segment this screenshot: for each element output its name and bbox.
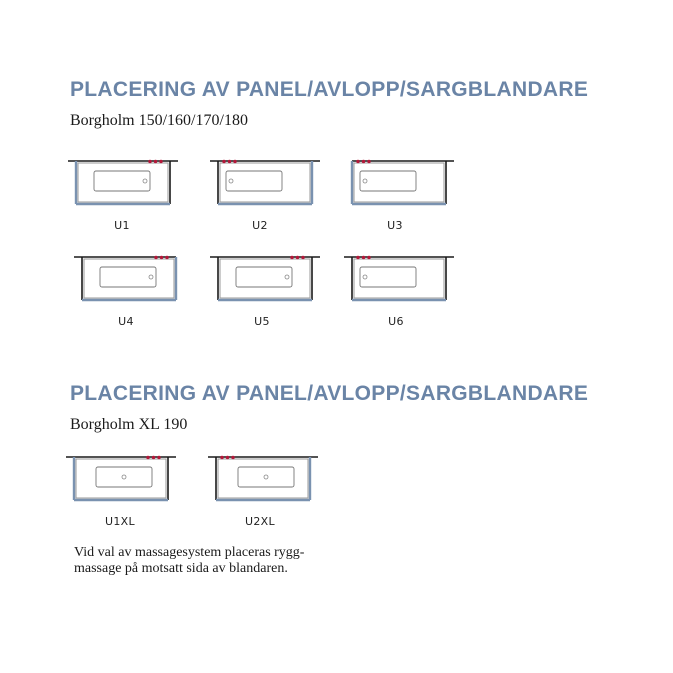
tub-drawing <box>208 454 318 504</box>
mixer-dot <box>362 256 365 259</box>
tub-basin <box>360 267 416 287</box>
mixer-dot <box>154 256 157 259</box>
mixer-dot <box>356 256 359 259</box>
tub-basin <box>236 267 292 287</box>
tub-label-u5: U5 <box>254 315 270 328</box>
tub-drawing <box>344 158 454 208</box>
mixer-dot <box>367 256 370 259</box>
massage-note <box>74 545 374 577</box>
massage-note-line-2: massage på motsatt sida av blandaren. <box>74 561 288 576</box>
mixer-dot <box>228 160 231 163</box>
mixer-dot <box>290 256 293 259</box>
tub-basin <box>360 171 416 191</box>
tub-diagram-u2 <box>210 158 320 208</box>
mixer-dot <box>154 160 157 163</box>
tub-diagram-u3 <box>344 158 454 208</box>
tub-diagram-u1 <box>68 158 178 208</box>
mixer-dot <box>367 160 370 163</box>
tub-diagram-u1xl <box>66 454 176 504</box>
mixer-dot <box>146 456 149 459</box>
tub-drawing <box>68 158 178 208</box>
mixer-dot <box>222 160 225 163</box>
tub-basin <box>226 171 282 191</box>
massage-note-line-1: Vid val av massagesystem placeras rygg- <box>74 545 305 560</box>
tub-drawing <box>344 254 454 304</box>
mixer-dot <box>159 160 162 163</box>
tub-diagram-u2xl <box>208 454 318 504</box>
tub-diagram-u4 <box>74 254 184 304</box>
tub-label-u1xl: U1XL <box>105 515 135 528</box>
tub-label-u2xl: U2XL <box>245 515 275 528</box>
mixer-dot <box>152 456 155 459</box>
tub-drawing <box>74 254 184 304</box>
section-heading-xl: PLACERING AV PANEL/AVLOPP/SARGBLANDARE <box>70 382 589 405</box>
mixer-dot <box>296 256 299 259</box>
tub-drawing <box>210 158 320 208</box>
mixer-dot <box>356 160 359 163</box>
tub-drawing <box>66 454 176 504</box>
mixer-dot <box>362 160 365 163</box>
mixer-dot <box>231 456 234 459</box>
mixer-dot <box>226 456 229 459</box>
mixer-dot <box>301 256 304 259</box>
tub-drawing <box>210 254 320 304</box>
tub-basin <box>100 267 156 287</box>
tub-basin <box>94 171 150 191</box>
tub-label-u3: U3 <box>387 219 403 232</box>
model-title-xl: Borgholm XL 190 <box>70 416 188 433</box>
tub-diagram-u6 <box>344 254 454 304</box>
mixer-dot <box>157 456 160 459</box>
tub-label-u4: U4 <box>118 315 134 328</box>
mixer-dot <box>148 160 151 163</box>
mixer-dot <box>220 456 223 459</box>
mixer-dot <box>160 256 163 259</box>
tub-label-u6: U6 <box>388 315 404 328</box>
mixer-dot <box>233 160 236 163</box>
tub-label-u1: U1 <box>114 219 130 232</box>
mixer-dot <box>165 256 168 259</box>
section-heading-standard: PLACERING AV PANEL/AVLOPP/SARGBLANDARE <box>70 78 589 101</box>
tub-diagram-u5 <box>210 254 320 304</box>
tub-label-u2: U2 <box>252 219 268 232</box>
model-title-standard: Borgholm 150/160/170/180 <box>70 112 248 129</box>
tub-basin <box>238 467 294 487</box>
tub-basin <box>96 467 152 487</box>
